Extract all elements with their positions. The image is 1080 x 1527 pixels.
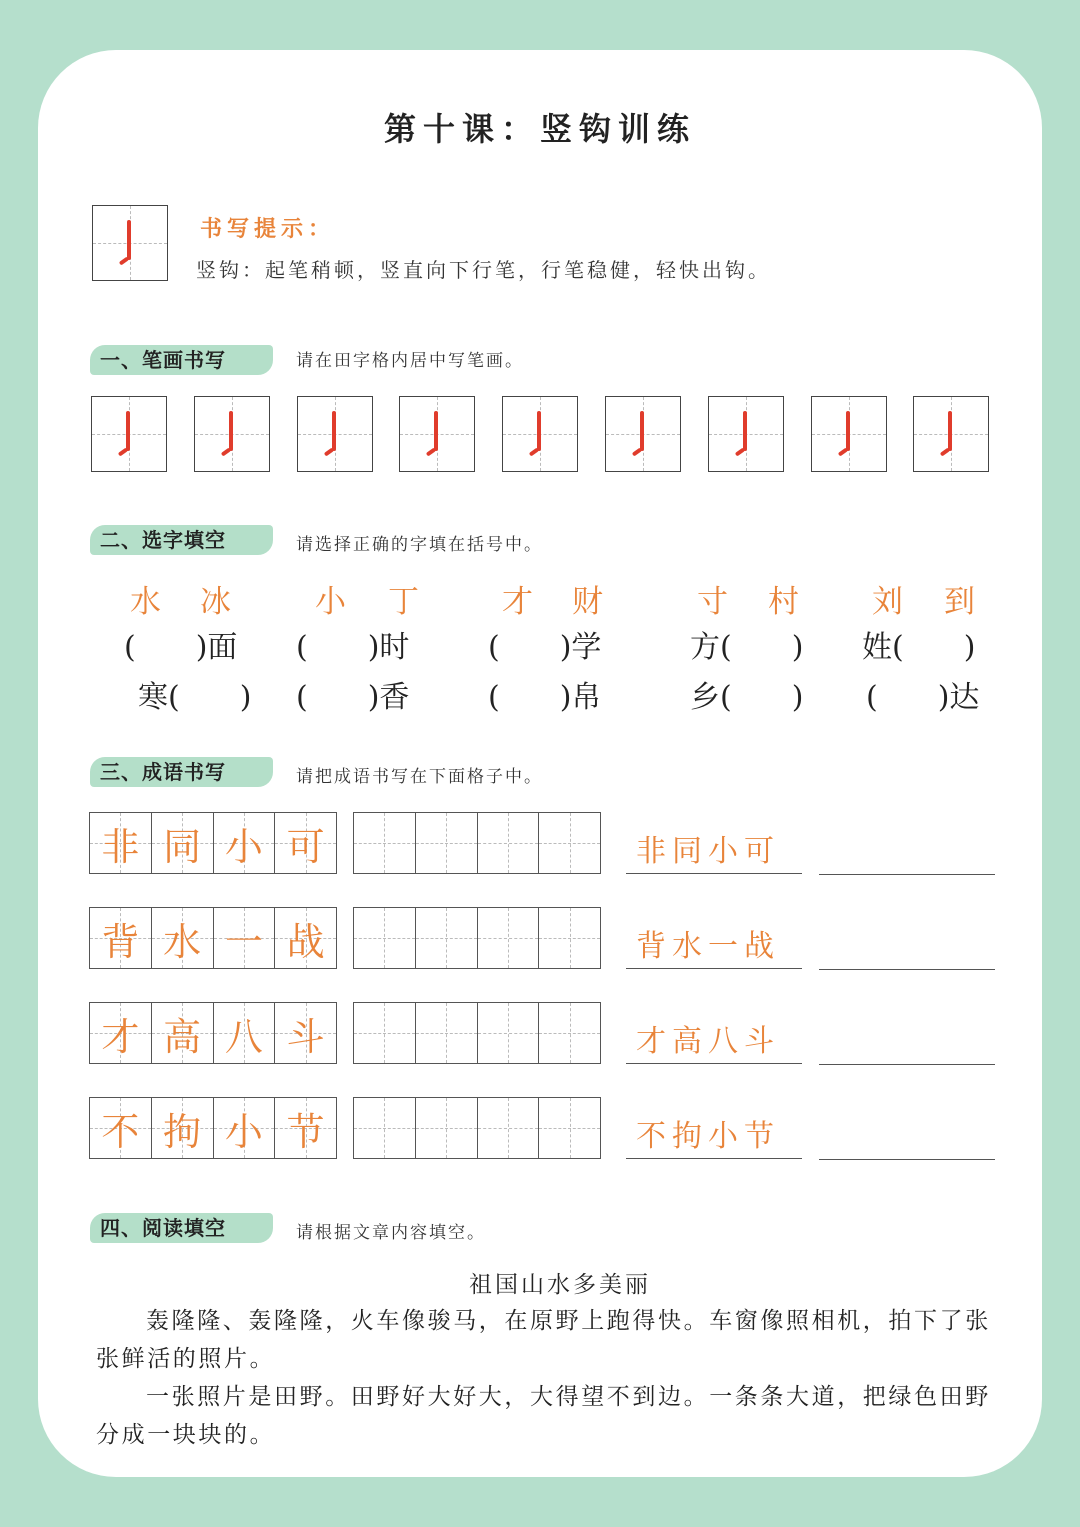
vertical-hook-stroke-icon [127,220,131,260]
vertical-hook-stroke-icon [537,411,541,451]
option-char: 才 [502,584,533,620]
vertical-hook-stroke-icon [434,411,438,451]
tip-heading: 书写提示： [200,217,336,242]
idiom-char: 节 [286,1109,325,1154]
idiom-trace-word: 不拘小节 [626,1119,802,1159]
stroke-practice-cell[interactable] [913,396,989,472]
idiom-writing-cell[interactable] [416,908,478,968]
idiom-model-cell [152,908,214,968]
idiom-model-cell [275,1003,336,1063]
idiom-char: 高 [163,1014,202,1059]
idiom-char: 小 [224,1109,263,1154]
idiom-char: 拘 [163,1109,202,1154]
option-char: 村 [768,584,799,620]
fill-blank[interactable]: ( )面 [124,630,238,665]
section3-label: 三、成语书写 [90,757,273,787]
tip-stroke-cell [92,205,168,281]
idiom-answer-line[interactable] [819,834,995,875]
stroke-practice-cell[interactable] [297,396,373,472]
idiom-char: 斗 [286,1014,325,1059]
idiom-writing-cell[interactable] [539,1098,600,1158]
idiom-answer-line[interactable] [819,1024,995,1065]
idiom-model-cell [275,1098,336,1158]
idiom-answer-line[interactable] [819,929,995,970]
option-char: 小 [315,584,346,620]
idiom-model-cell [152,1098,214,1158]
idiom-writing-cell[interactable] [539,1003,600,1063]
vertical-hook-stroke-icon [846,411,850,451]
idiom-writing-grid[interactable] [353,1097,601,1159]
stroke-practice-cell[interactable] [399,396,475,472]
stroke-practice-cell[interactable] [502,396,578,472]
idiom-model-grid [89,1002,337,1064]
section1-instruction: 请在田字格内居中写笔画。 [296,351,524,371]
section4-instruction: 请根据文章内容填空。 [296,1223,486,1243]
idiom-writing-cell[interactable] [354,813,416,873]
option-char: 寸 [697,584,728,620]
option-char: 到 [944,584,975,620]
idiom-model-cell [214,908,276,968]
vertical-hook-stroke-icon [948,411,952,451]
fill-blank[interactable]: ( )香 [296,680,410,715]
vertical-hook-stroke-icon [126,411,130,451]
idiom-char: 可 [286,824,325,869]
option-char: 刘 [872,584,903,620]
idiom-trace-word: 非同小可 [626,834,802,874]
idiom-model-grid [89,812,337,874]
idiom-char: 同 [163,824,202,869]
idiom-model-cell [214,1003,276,1063]
section2-label: 二、选字填空 [90,525,273,555]
section3-instruction: 请把成语书写在下面格子中。 [296,767,543,787]
idiom-model-cell [152,1003,214,1063]
idiom-writing-cell[interactable] [478,908,540,968]
idiom-model-cell [90,813,152,873]
article-title: 祖国山水多美丽 [469,1272,651,1298]
idiom-char: 不 [101,1109,140,1154]
idiom-char: 一 [224,919,263,964]
fill-blank[interactable]: ( )时 [296,630,410,665]
vertical-hook-stroke-icon [640,411,644,451]
fill-blank[interactable]: ( )达 [866,680,980,715]
idiom-writing-grid[interactable] [353,907,601,969]
idiom-writing-cell[interactable] [478,813,540,873]
vertical-hook-stroke-icon [743,411,747,451]
idiom-writing-cell[interactable] [416,1003,478,1063]
idiom-model-cell [214,1098,276,1158]
idiom-model-grid [89,1097,337,1159]
idiom-char: 才 [101,1014,140,1059]
idiom-char: 八 [224,1014,263,1059]
idiom-char: 小 [224,824,263,869]
idiom-char: 非 [101,824,140,869]
stroke-practice-cell[interactable] [194,396,270,472]
option-char: 丁 [388,584,419,620]
idiom-writing-cell[interactable] [539,908,600,968]
idiom-model-cell [90,1098,152,1158]
tip-text: 竖钩：起笔稍顿，竖直向下行笔，行笔稳健，轻快出钩。 [196,258,771,282]
stroke-practice-cell[interactable] [708,396,784,472]
fill-blank[interactable]: 方( ) [690,630,804,665]
idiom-writing-cell[interactable] [354,1003,416,1063]
section1-label: 一、笔画书写 [90,345,273,375]
idiom-writing-cell[interactable] [416,1098,478,1158]
idiom-model-cell [275,908,336,968]
stroke-practice-cell[interactable] [91,396,167,472]
idiom-model-cell [214,813,276,873]
stroke-practice-cell[interactable] [811,396,887,472]
idiom-model-grid [89,907,337,969]
idiom-writing-cell[interactable] [416,813,478,873]
article-paragraph: 一张照片是田野。田野好大好大，大得望不到边。一条条大道，把绿色田野分成一块块的。 [96,1384,991,1448]
option-char: 冰 [200,584,231,620]
fill-blank[interactable]: ( )学 [488,630,602,665]
fill-blank[interactable]: ( )帛 [488,680,602,715]
idiom-answer-line[interactable] [819,1119,995,1160]
idiom-writing-cell[interactable] [354,908,416,968]
idiom-model-cell [152,813,214,873]
section2-instruction: 请选择正确的字填在括号中。 [296,535,543,555]
option-char: 财 [572,584,603,620]
idiom-char: 战 [286,919,325,964]
fill-blank[interactable]: 寒( ) [138,680,252,715]
idiom-model-cell [275,813,336,873]
vertical-hook-stroke-icon [332,411,336,451]
option-char: 水 [130,584,161,620]
vertical-hook-stroke-icon [229,411,233,451]
article-paragraph: 轰隆隆、轰隆隆，火车像骏马，在原野上跑得快。车窗像照相机，拍下了张张鲜活的照片。 [96,1308,991,1372]
page-title: 第十课：竖钩训练 [383,110,696,148]
stroke-practice-cell[interactable] [605,396,681,472]
idiom-model-cell [90,1003,152,1063]
idiom-writing-grid[interactable] [353,812,601,874]
fill-blank[interactable]: 乡( ) [690,680,804,715]
idiom-char: 背 [101,919,140,964]
idiom-char: 水 [163,919,202,964]
idiom-writing-cell[interactable] [478,1003,540,1063]
fill-blank[interactable]: 姓( ) [862,630,976,665]
idiom-writing-cell[interactable] [354,1098,416,1158]
idiom-writing-grid[interactable] [353,1002,601,1064]
idiom-trace-word: 背水一战 [626,929,802,969]
idiom-writing-cell[interactable] [478,1098,540,1158]
idiom-trace-word: 才高八斗 [626,1024,802,1064]
idiom-model-cell [90,908,152,968]
idiom-writing-cell[interactable] [539,813,600,873]
section4-label: 四、阅读填空 [90,1213,273,1243]
